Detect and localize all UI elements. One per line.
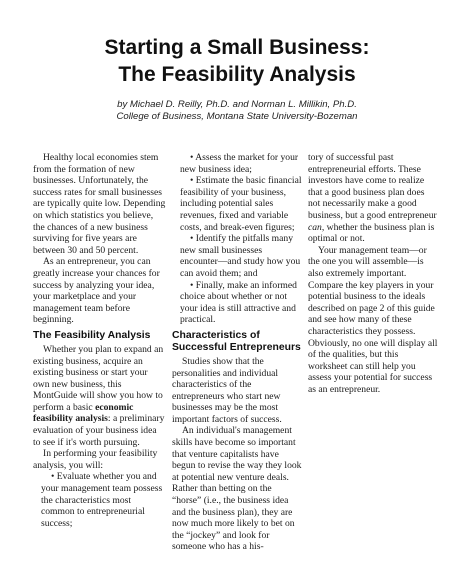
- history-italic-term: can: [308, 221, 322, 233]
- affiliation: College of Business, Montana State University-Bozeman: [116, 111, 358, 122]
- feasibility-paragraph: [33, 344, 166, 448]
- title-line-1: Starting a Small Business:: [104, 36, 370, 59]
- byline: [0, 99, 474, 123]
- bullet-identify: • Identify the pitfalls many new small businesses encounter—and study how you can avoid them; and: [180, 233, 301, 279]
- column-2: [172, 152, 302, 553]
- intro-paragraph: Healthy local economies stem from the formation of new businesses. Unfortunately, the success rates for small businesses are typically quite low. Depending on which statistics you believe, the chances of a new business surviving for five years are between 30 and 50 percent.: [33, 152, 166, 256]
- perform-paragraph: In performing your feasibility analysis, you will:: [33, 448, 158, 471]
- bullet-evaluate: • Evaluate whether you and your management team possess the characteristics most common to entrepreneurial success;: [41, 471, 163, 529]
- team-paragraph: Your management team—or the one you will assemble—is also extremely important. Compare the key players in your potential business to the ideals described on page 2 of this guide and see how many of these characteristics they possess. Obviously, no one will display all of the qualities, but this worksheet can still help you assess your potential for success as an entrepreneur.: [308, 244, 438, 395]
- bullet-assess: • Assess the market for your new business idea;: [180, 152, 299, 175]
- feasibility-heading: The Feasibility Analysis: [33, 329, 151, 341]
- bullet-estimate: • Estimate the basic financial feasibility of your business, including potential sales revenues, fixed and variable costs, and break-even figures;: [180, 175, 302, 233]
- bullet-finally: • Finally, make an informed choice about whether or not your idea is still attractive and practical.: [180, 279, 297, 326]
- entrepreneur-paragraph: As an entrepreneur, you can greatly increase your chances for success by analyzing your idea, your marketplace and your management team before beginning.: [33, 256, 160, 326]
- management-paragraph: An individual's management skills have become so important that venture capitalists have begun to revise the way they look at potential new venture deals. Rather than betting on the “horse” (i.e., the business idea and the business plan), they are now much more likely to bet on the “jockey” and look for someone who has a his-: [172, 425, 302, 553]
- history-text: tory of successful past entrepreneurial efforts. These investors have come to realize that a good business plan does not necessarily make a good business, but a good entrepreneur: [308, 152, 437, 221]
- history-paragraph: [308, 152, 438, 245]
- authors: by Michael D. Reilly, Ph.D. and Norman L. Millikin, Ph.D.: [117, 99, 357, 110]
- feasibility-text-end: : a preliminary evaluation of your business idea to see if it's worth pursuing.: [33, 413, 165, 448]
- column-3: [308, 152, 438, 395]
- studies-paragraph: Studies show that the personalities and individual characteristics of the entrepreneurs who start new businesses may be the most important factors of success.: [172, 355, 282, 425]
- feasibility-bold-term: economic feasibility analysis: [33, 401, 134, 425]
- history-text-end: , whether the business plan is optimal or not.: [308, 221, 435, 245]
- column-1: [33, 152, 166, 529]
- feasibility-text: Whether you plan to expand an existing business, acquire an existing business or start your own new business, this MontGuide will show you how to perform a basic: [33, 343, 164, 413]
- characteristics-heading: Characteristics of Successful Entrepreneurs: [172, 329, 301, 353]
- title-line-2: The Feasibility Analysis: [118, 63, 356, 86]
- document-title: [0, 34, 474, 88]
